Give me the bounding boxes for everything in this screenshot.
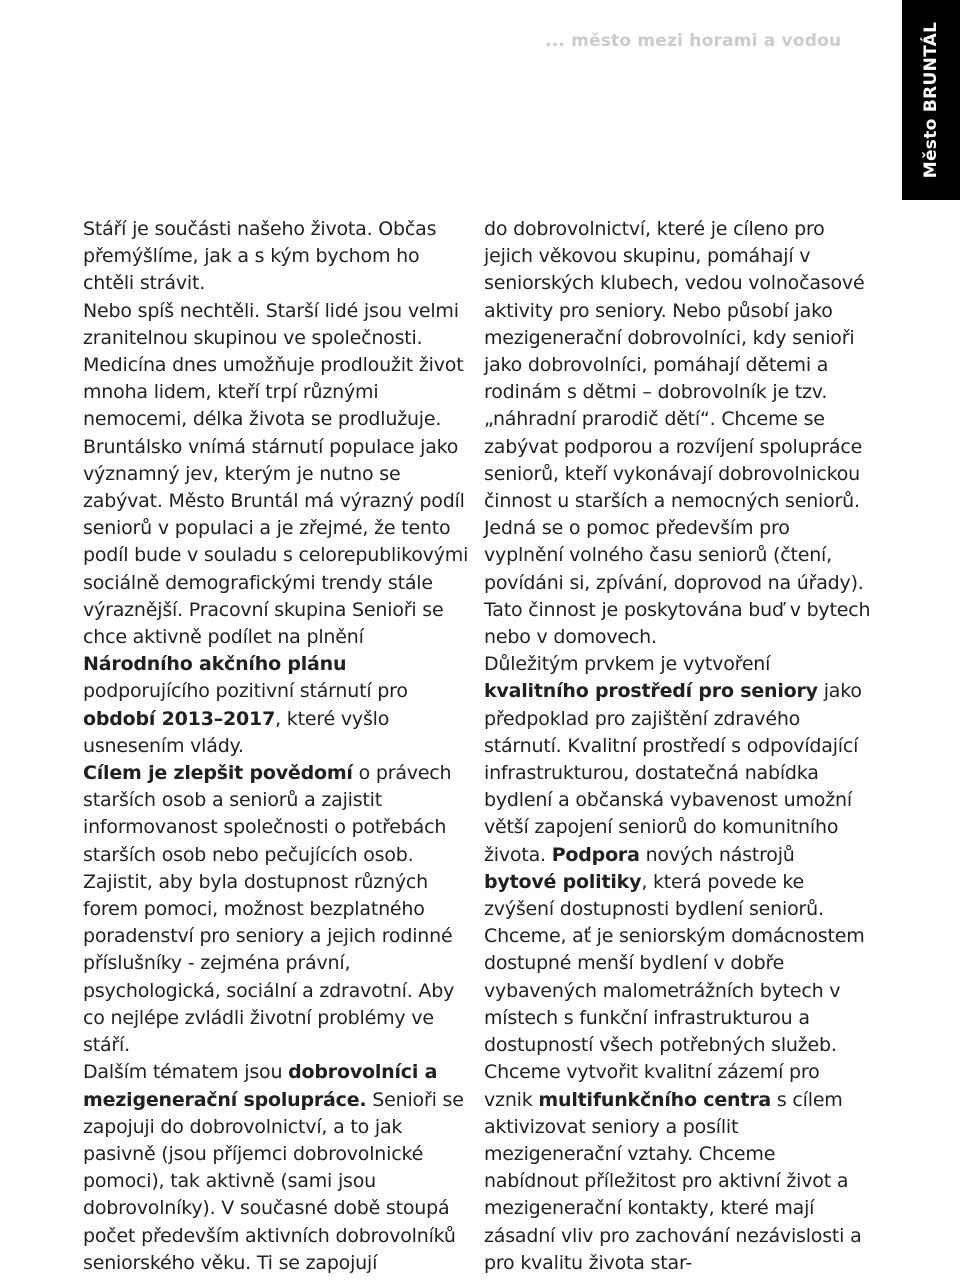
text-run: Důležitým prvkem je vytvoření [484,653,771,676]
paragraph [83,760,471,1059]
bold-text: kvalitního prostředí pro seniory [484,680,818,703]
side-tab [902,0,960,200]
text-run: jako předpoklad pro zajištění zdravého stárnutí. Kvalitní prostředí s odpovídající infrastrukturou, dostatečná nabídka bydlení a občanská vybavenost umožní větší zapojení seniorů do komunitního života. [484,680,862,866]
bold-text: Národního akčního plánu [83,653,347,676]
right-text-column [484,216,872,1277]
bold-text: Podpora [551,843,640,866]
paragraph [484,216,872,651]
paragraph [83,298,471,760]
bold-text: bytové politiky [484,870,642,893]
bold-text: dobrovolníci a mezigenerační spolupráce. [83,1061,438,1111]
text-run: Senioři se zapojuji do dobrovolnictví, a to jak pasivně (jsou příjemci dobrovolnické pomoci), tak aktivně (sami jsou dobrovolníky). V současné době stoupá počet především aktivních dobrovolníků seniorského věku. Ti se zapojují [83,1088,464,1274]
left-text-column [83,216,471,1277]
text-run: Nebo spíš nechtěli. Starší lidé jsou velmi zranitelnou skupinou ve společnosti. Medicína dnes umožňuje prodloužit život mnoha lidem, kteří trpí různými nemocemi, délka života se prodlužuje. Bruntálsko vnímá stárnutí populace jako významný jev, kterým je nutno se zabývat. Město Bruntál má výrazný podíl seniorů v populaci a je zřejmé, že tento podíl bude v souladu s celorepublikovými sociálně demografickými trendy stále výraznější. Pracovní skupina Senioři se chce aktivně podílet na plnění [83,299,469,649]
paragraph [83,216,471,298]
paragraph [83,1059,471,1277]
text-run: s cílem aktivizovat seniory a posílit mezigenerační vztahy. Chceme nabídnout příležitost pro aktivní život a mezigenerační kontakty, které mají zásadní vliv pro zachování nezávislosti a pro kvalitu života star- [484,1088,862,1274]
text-run: do dobrovolnictví, které je cíleno pro jejich věkovou skupinu, pomáhají v seniorských klubech, vedou volnočasové aktivity pro seniory. Nebo působí jako mezigenerační dobrovolníci, kdy senioři jako dobrovolníci, pomáhají dětemi a rodinám s dětmi – dobrovolník je tzv. „náhradní prarodič dětí“. Chceme se zabývat podporou a rozvíjení spolupráce seniorů, kteří vykonávají dobrovolnickou činnost u starších a nemocných seniorů. Jedná se o pomoc především pro vyplnění volného času seniorů (čtení, povídáni si, zpívání, doprovod na úřady). Tato činnost je poskytována buď v bytech nebo v domovech. [484,218,871,649]
header-slogan: ... město mezi horami a vodou [545,31,842,51]
text-run: Dalším tématem jsou [83,1061,289,1084]
text-run: , která povede ke zvýšení dostupnosti bydlení seniorů. Chceme, ať je seniorským domácnostem dostupné menší bydlení v dobře vybavených malometrážních bytech v místech s funkční infrastrukturou a dostupností všech potřebných služeb. Chceme vytvořit kvalitní zázemí pro vznik [484,870,865,1111]
text-run: Stáří je součásti našeho života. Občas přemýšlíme, jak a s kým bychom ho chtěli strávit. [83,218,437,295]
bold-text: období 2013–2017 [83,707,276,730]
bold-text: multifunkčního centra [538,1088,772,1111]
side-tab-label: Město BRUNTÁL [921,21,941,179]
text-run: , které vyšlo usnesením vlády. [83,707,390,757]
text-run: podporujícího pozitivní stárnutí pro [83,680,408,703]
bold-text: Cílem je zlepšit povědomí [83,762,353,785]
text-run: o právech starších osob a seniorů a zajistit informovanost společnosti o potřebách starších osob nebo pečujících osob. Zajistit, aby byla dostupnost různých forem pomoci, možnost bezplatného poradenství pro seniory a jejich rodinné příslušníky - zejména právní, psychologická, sociální a zdravotní. Aby co nejlépe zvládli životní problémy ve stáří. [83,762,455,1057]
text-run: nových nástrojů [639,843,795,866]
paragraph [484,651,872,1277]
